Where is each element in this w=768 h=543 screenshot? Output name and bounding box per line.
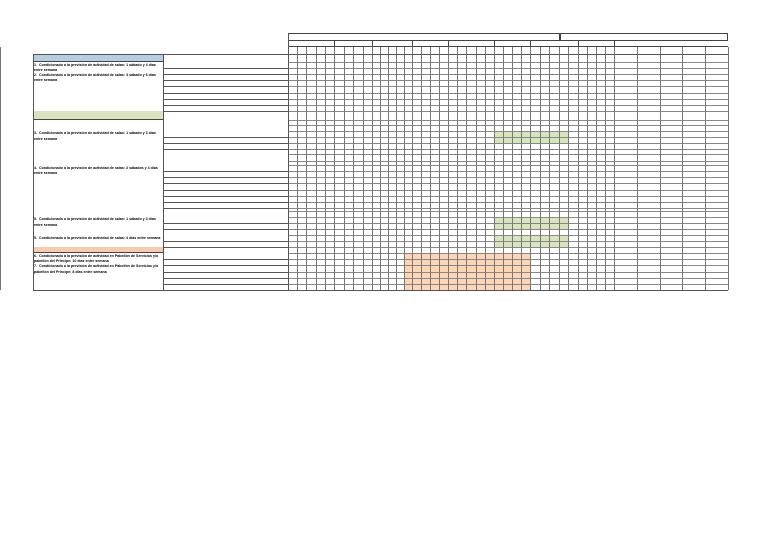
grid-row-line xyxy=(288,284,728,285)
grid-week-line xyxy=(439,47,440,290)
grid-row-line xyxy=(288,272,728,273)
grid-row-line xyxy=(288,62,728,63)
grid-row-line xyxy=(288,137,728,138)
grid-week-line xyxy=(578,47,579,290)
month-cell xyxy=(372,41,412,47)
grid-week-line xyxy=(404,47,405,290)
grid-row-line xyxy=(288,202,728,203)
grid-row-line xyxy=(288,74,728,75)
grid-week-line xyxy=(448,47,449,290)
grid-row-line xyxy=(288,131,728,132)
grid-week-line xyxy=(596,47,597,290)
grid-week-line xyxy=(614,47,615,290)
grid-week-line xyxy=(396,47,397,290)
label-col-line xyxy=(33,55,34,290)
section-header xyxy=(33,247,163,253)
grid-week-line xyxy=(485,47,486,290)
grid-week-line xyxy=(476,47,477,290)
grid-week-line xyxy=(363,47,364,290)
grid-row-line xyxy=(288,183,728,184)
month-cell xyxy=(288,41,334,47)
grid-week-line xyxy=(306,47,307,290)
grid-row-line xyxy=(288,99,728,100)
grid-row-line xyxy=(288,154,728,155)
grid-week-line xyxy=(512,47,513,290)
grid-row-line xyxy=(288,161,728,162)
grid-week-line xyxy=(705,47,706,290)
task-col-line xyxy=(163,55,164,290)
grid-week-line xyxy=(521,47,522,290)
grid-week-line xyxy=(412,47,413,290)
group-description: 4. Condicionado a la previsión de actividad de salas: 2 sábados y 4 días entre semana xyxy=(34,165,159,175)
group-description: 6. Condicionado a la previsión de actividad en Pabellón de Servicios y/o pabellón del Príncipe: 10 días entre semana 7. Condicionado a la previsión de actividad en Pabellón de Servicios y/o pabellón del Príncipe: 8 días entre semana xyxy=(34,253,159,274)
grid-week-line xyxy=(559,47,560,290)
header-bottom-line xyxy=(33,54,728,55)
year-header-2024 xyxy=(288,33,560,41)
grid-row-line xyxy=(288,171,728,172)
grid-row-line xyxy=(288,190,728,191)
grid-week-line xyxy=(334,47,335,290)
grid-row-line xyxy=(288,125,728,126)
grid-row-line xyxy=(288,229,728,230)
grid-row-line xyxy=(288,165,728,166)
grid-week-line xyxy=(549,47,550,290)
grid-week-line xyxy=(530,47,531,290)
grid-week-line xyxy=(325,47,326,290)
grid-week-line xyxy=(457,47,458,290)
section-header xyxy=(33,111,163,120)
table-bottom-line xyxy=(33,290,728,291)
month-cell xyxy=(614,41,728,47)
group-description: 3. Condicionado a la previsión de actividad de salas: 1 sábado y 3 días entre semana xyxy=(34,131,157,141)
grid-row-line xyxy=(288,208,728,209)
grid-row-line xyxy=(288,196,728,197)
grid-row-line xyxy=(288,149,728,150)
group-description: 1. Condicionado a la previsión de actividad de salas: 1 sábado y 4 días entre semana 2. Condicionado a la previsión de actividad de salas: 3 sábado y 6 días entre semana xyxy=(34,62,156,83)
grid-row-line xyxy=(288,278,728,279)
grid-row-line xyxy=(288,211,728,212)
grid-week-line xyxy=(605,47,606,290)
grid-start-line xyxy=(288,33,289,290)
grid-row-line xyxy=(288,86,728,87)
grid-week-line xyxy=(430,47,431,290)
grid-row-line xyxy=(288,120,728,121)
section-header xyxy=(33,55,163,62)
grid-week-line xyxy=(503,47,504,290)
grid-week-line xyxy=(0,47,1,290)
grid-week-line xyxy=(421,47,422,290)
grid-week-line xyxy=(297,47,298,290)
grid-row-line xyxy=(288,217,728,218)
month-cell xyxy=(530,41,578,47)
grid-week-line xyxy=(466,47,467,290)
grid-week-line xyxy=(380,47,381,290)
grid-week-line xyxy=(637,47,638,290)
grid-row-line xyxy=(288,111,728,112)
group-description: 5. Condicionado a la previsión de actividad de salas: 4 días entre semana xyxy=(34,235,161,240)
grid-row-line xyxy=(288,93,728,94)
month-cell xyxy=(448,41,494,47)
grid-week-line xyxy=(587,47,588,290)
grid-row-line xyxy=(288,259,728,260)
grid-row-line xyxy=(288,68,728,69)
grid-week-line xyxy=(494,47,495,290)
grid-row-line xyxy=(288,143,728,144)
grid-week-line xyxy=(344,47,345,290)
grid-week-line xyxy=(728,47,729,290)
grid-row-line xyxy=(288,265,728,266)
grid-row-line xyxy=(288,223,728,224)
grid-week-line xyxy=(372,47,373,290)
grid-row-line xyxy=(288,80,728,81)
grid-row-line xyxy=(288,247,728,248)
grid-row-line xyxy=(288,253,728,254)
grid-week-line xyxy=(682,47,683,290)
grid-row-line xyxy=(288,241,728,242)
grid-row-line xyxy=(288,105,728,106)
grid-week-line xyxy=(660,47,661,290)
grid-row-line xyxy=(288,177,728,178)
year-header-2025 xyxy=(560,33,728,41)
grid-week-line xyxy=(353,47,354,290)
grid-week-line xyxy=(388,47,389,290)
grid-week-line xyxy=(316,47,317,290)
grid-week-line xyxy=(568,47,569,290)
group-description: 5. Condicionado a la previsión de actividad de salas: 1 sábado y 3 días entre semana xyxy=(34,217,157,227)
grid-row-line xyxy=(288,235,728,236)
grid-week-line xyxy=(540,47,541,290)
